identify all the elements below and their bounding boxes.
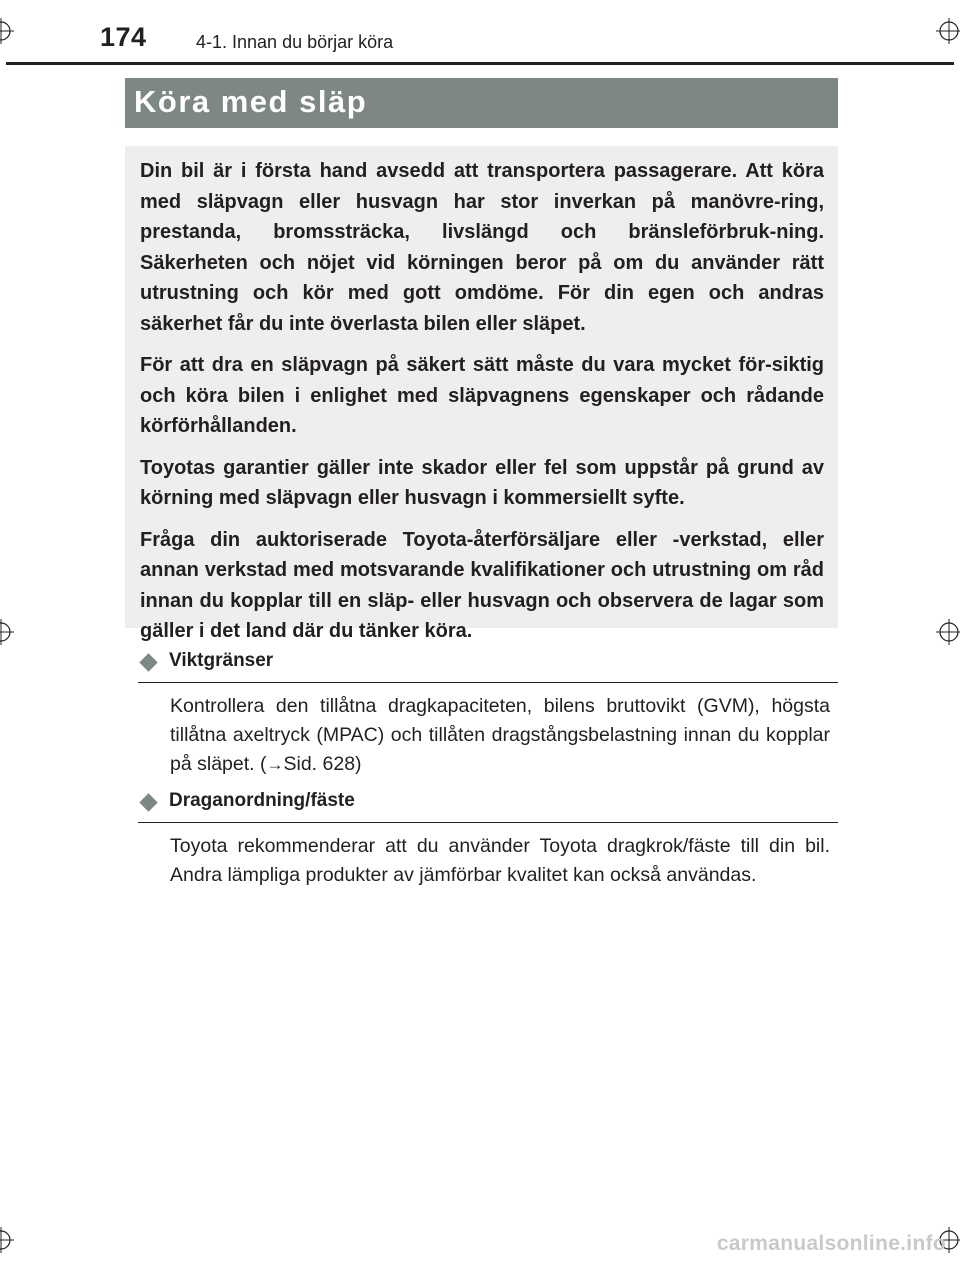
subsection-towing-device [138,787,838,890]
registration-mark-icon [0,18,14,44]
arrow-right-icon: → [266,755,284,774]
page-number: 174 [100,22,147,52]
intro-box [125,146,838,642]
subsection-heading [138,647,838,683]
registration-mark-icon [936,619,960,645]
intro-paragraph-2: För att dra en släpvagn på säkert sätt måste du vara mycket för-siktig och köra bilen i enlighet med släpvagnens egenskaper och rådande körförhållanden. [140,354,824,437]
watermark: carmanualsonline.info [716,1232,946,1255]
subsection-body [170,692,830,779]
subsection-heading [138,787,838,823]
diamond-bullet-icon [139,653,157,671]
page-reference-link[interactable]: Sid. 628 [283,753,356,775]
subsection-body: Toyota rekommenderar att du använder Toyota dragkrok/fäste till din bil. Andra lämpliga produkter av jämförbar kvalitet kan också användas. [170,835,830,886]
subsection-title: Draganordning/fäste [169,790,355,811]
header-divider [6,62,954,65]
section-title: Köra med släp [134,84,368,119]
diamond-bullet-icon [139,793,157,811]
registration-mark-icon [0,1227,14,1253]
registration-mark-icon [936,18,960,44]
registration-mark-icon [0,619,14,645]
intro-paragraph-3: Toyotas garantier gäller inte skador eller fel som uppstår på grund av körning med släpvagn eller husvagn i kommersiellt syfte. [140,456,824,509]
subsection-text-end: ) [355,753,362,775]
subsection-weight-limits [138,647,838,779]
intro-paragraph-1: Din bil är i första hand avsedd att transportera passagerare. Att köra med släpvagn eller husvagn har stor inverkan på manövre-ring, prestanda, bromssträcka, livslängd och bränsleförbruk-ning. Säkerheten och nöjet vid körningen beror på om du använder rätt utrustning och kör med gott omdöme. För din egen och andras säkerhet får du inte överlasta bilen eller släpet. [140,160,824,335]
intro-paragraph-4: Fråga din auktoriserade Toyota-återförsäljare eller -verkstad, eller annan verkstad med motsvarande kvalifikationer och utrustning om råd innan du kopplar till en släp- eller husvagn och observera de lagar som gäller i det land där du tänker köra. [140,528,824,642]
subsection-title: Viktgränser [169,650,274,671]
subsection-text: Kontrollera den tillåtna dragkapaciteten, bilens bruttovikt (GVM), högsta tillåtna axeltryck (MPAC) och tillåten dragstångsbelastning innan du kopplar på släpet. ( [170,695,830,775]
chapter-title: 4-1. Innan du börjar köra [196,32,394,52]
